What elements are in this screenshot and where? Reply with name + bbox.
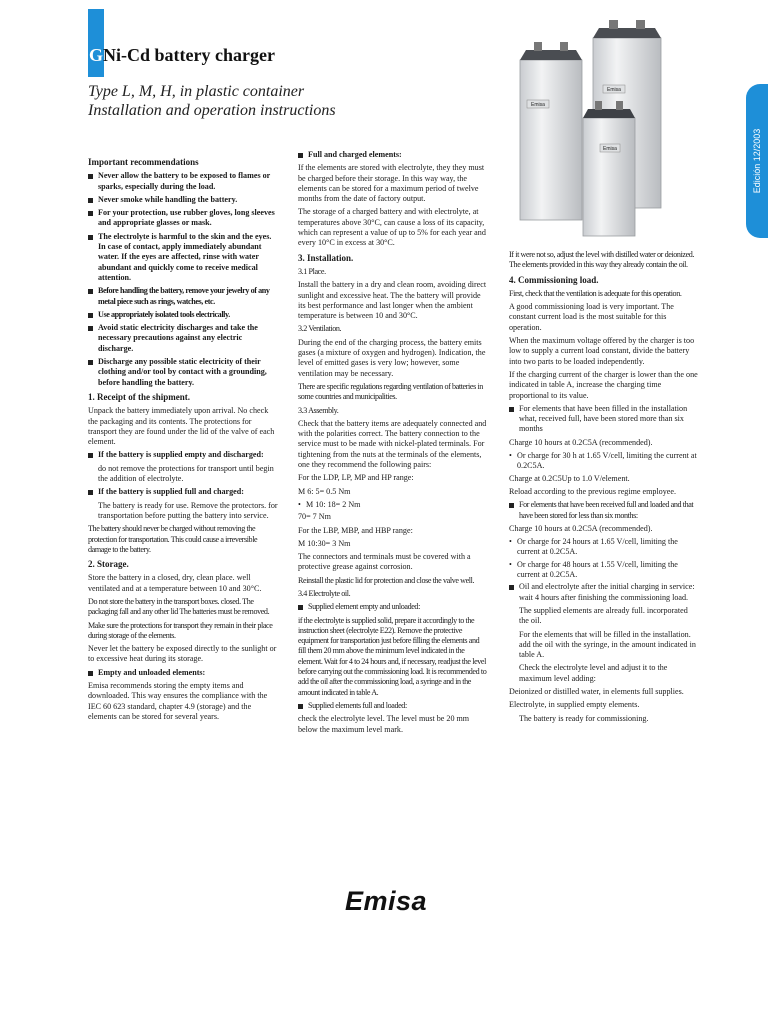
- torque-value: M 10:30= 3 Nm: [298, 538, 351, 548]
- title-text: Ni-Cd battery charger: [103, 45, 275, 65]
- column-right: [509, 250, 699, 727]
- stored-heading: For elements that have been received full and loaded and that have been stored for less than six months:: [509, 500, 699, 521]
- full-paragraph: The battery is ready for use. Remove the protectors. for transportation before putting the battery into service.: [98, 500, 278, 520]
- battery-cell-small: [583, 101, 635, 236]
- empty-paragraph: do not remove the protections for transport until begin the addition of electrolyte.: [98, 463, 274, 484]
- title-accent-bar: [88, 9, 104, 77]
- edition-side-tab: [746, 84, 768, 238]
- ventilation-subheading: 3.2 Ventilation.: [298, 324, 342, 334]
- charge-option: • Or charge for 30 h at 1.65 V/cell, limiting the current at 0.2C5A.: [509, 451, 699, 472]
- full-warning: The battery should never be charged without removing the protection for transportation. This could cause a irreversible damage to the battery.: [88, 524, 258, 554]
- cell-label-large: Emisa: [607, 87, 621, 93]
- assembly-note: Reinstall the plastic lid for protection and close the valve well.: [298, 575, 475, 585]
- important-heading: Important recommendations: [88, 157, 199, 167]
- recommendation-item: Before handling the battery, remove your jewelry of any metal piece such as rings, watches, etc.: [88, 286, 278, 307]
- recommendation-item: Never allow the battery to be exposed to flames or sparks, especially during the load.: [88, 171, 278, 192]
- column-left: [88, 153, 278, 725]
- commissioning-heading: 4. Commissioning load.: [509, 274, 599, 285]
- oil-paragraph: The battery is ready for commissioning.: [519, 713, 649, 723]
- torque-intro: For the LBP, MBP, and HBP range:: [298, 525, 413, 535]
- battery-cells-image: [515, 20, 740, 245]
- cell-label-small: Emisa: [603, 146, 617, 152]
- commissioning-paragraph: When the maximum voltage offered by the charger is too low to supply a current load constant, divide the battery into two parts to be loaded independently.: [509, 336, 695, 366]
- supplied-full-heading: Supplied elements full and loaded:: [298, 701, 488, 711]
- storage-paragraph: Store the battery in a closed, dry, clean place. well ventilated and at a temperature between 10 and 30°C.: [88, 573, 262, 593]
- recommendation-item: Use appropriately isolated tools electrically.: [88, 310, 278, 320]
- charge-option: • Or charge for 24 hours at 1.65 V/cell, limiting the current at 0.2C5A.: [509, 537, 699, 558]
- filled-heading: For elements that have been filled in the installation what, received full, have been stored more than six months: [509, 404, 699, 435]
- battery-cell-medium: [520, 42, 582, 220]
- charge-option: Charge at 0.2C5Up to 1.0 V/element.: [509, 473, 630, 483]
- installation-heading: 3. Installation.: [298, 252, 354, 263]
- recommendation-item: Discharge any possible static electricity of their clothing and/or tool by contact with a grounding, before handling the battery.: [88, 357, 278, 388]
- torque-value: M 6: 5= 0.5 Nm: [298, 486, 351, 496]
- assembly-subheading: 3.3 Assembly.: [298, 405, 339, 415]
- electrolyte-subheading: 3.4 Electrolyte oil.: [298, 588, 351, 598]
- charge-option: Charge 10 hours at 0.2C5A (recommended).: [509, 437, 653, 447]
- emisa-logo: Emisa: [345, 886, 428, 916]
- ventilation-note: There are specific regulations regarding ventilation of batteries in some countries and municipalities.: [298, 381, 483, 402]
- oil-paragraph: For the elements that will be filled in the installation. add the oil with the syringe, in the amount indicated in table A.: [519, 629, 696, 660]
- oil-heading: Oil and electrolyte after the initial charging in service: wait 4 hours after finishing the commissioning load.: [509, 582, 699, 603]
- assembly-paragraph: Check that the battery items are adequately connected and with the polarities correct. The battery connection to the service must to be made with nickel-plated terminals. For tightening from the nuts at the terminals of the elements, one they recommend the following pairs:: [298, 418, 487, 470]
- oil-paragraph: The supplied elements are already full. incorporated the oil.: [519, 605, 688, 626]
- place-subheading: 3.1 Place.: [298, 266, 326, 276]
- torque-intro: For the LDP, LP, MP and HP range:: [298, 473, 414, 483]
- column-middle: [298, 150, 488, 738]
- empty-heading: If the battery is supplied empty and discharged:: [88, 450, 278, 460]
- ventilation-paragraph: During the end of the charging process, the battery emits gases (a mixture of oxygen and hydrogen). Indication, the level of emitted gases is very low; however, some ventilation may be necessary.: [298, 337, 486, 378]
- supplied-empty-heading: Supplied element empty and unloaded:: [298, 602, 488, 612]
- cell-label-medium: Emisa: [531, 102, 545, 108]
- recommendation-item: The electrolyte is harmful to the skin and the eyes. In case of contact, apply immediately abundant water. If the eyes are affected, rinse with water abundant and quickly come to receive medical attention.: [88, 232, 278, 283]
- subtitle-line-1: Type L, M, H, in plastic container: [88, 83, 305, 100]
- full-heading: If the battery is supplied full and charged:: [88, 487, 278, 497]
- supplied-full-paragraph: check the electrolyte level. The level must be 20 mm below the maximum level mark.: [298, 714, 470, 734]
- supplied-empty-paragraph: if the electrolyte is supplied solid, prepare it accordingly to the instruction sheet (electrolyte E22). Remove the protective equipment for transportation just before filling the elements and fill them 20 mm above the minimum level indicated in the element. Wait for 4 to 24 hours and, if necessary, readjust the level before carrying out the commissioning load. It is recommended to add the oil after the commissioning load, a syringe and in the amount indicated in table A.: [298, 615, 487, 697]
- receipt-heading: 1. Receipt of the shipment.: [88, 391, 190, 402]
- storage-paragraph: Make sure the protections for transport they remain in their place during storage of the elements.: [88, 620, 273, 640]
- oil-paragraph: Check the electrolyte level and adjust it to the maximum level adding:: [519, 663, 668, 683]
- level-paragraph: If it were not so, adjust the level with distilled water or deionized. The elements provided in this way they already contain the oil.: [509, 250, 695, 270]
- empty-unloaded-paragraph: Emisa recommends storing the empty items and downloaded. This way ensures the compliance with the IEC 60 623 standard, chapter 4.9 (storage) and the elements can be stored for several years.: [88, 681, 268, 721]
- full-charged-paragraph: The storage of a charged battery and with electrolyte, at temperatures above 30°C, can cause a loss of its capacity, which can represent a value of up to 5% for each year and every 10°C in excess at 30°C.: [298, 207, 486, 248]
- storage-heading: 2. Storage.: [88, 559, 129, 570]
- receipt-paragraph: Unpack the battery immediately upon arrival. No check the packaging and its contents. The protections for transport they are found under the lid of the valve of each element.: [88, 406, 275, 447]
- torque-value: • M 10: 18= 2 Nm: [298, 500, 488, 510]
- commissioning-paragraph: A good commissioning load is very important. The constant current load is the most suitable for this operation.: [509, 302, 674, 332]
- recommendation-item: Avoid static electricity discharges and take the necessary precautions against any electric discharge.: [88, 323, 278, 354]
- place-paragraph: Install the battery in a dry and clean room, avoiding direct sunlight and excessive heat. The the battery will provide its best performance and last longer when the ambient temperature is between 10 and 30°C.: [298, 280, 487, 321]
- storage-paragraph: Never let the battery be exposed directly to the sunlight or to excessive heat during its storage.: [88, 644, 277, 664]
- full-charged-heading: Full and charged elements:: [298, 150, 488, 160]
- full-charged-paragraph: If the elements are stored with electrolyte, they they must be charged before their storage. In this way way, the elements can be stored for a maximum period of twelve months from the date of factory output.: [298, 163, 485, 204]
- edition-label: Edición 12/2003: [752, 128, 762, 194]
- recommendation-item: For your protection, use rubber gloves, long sleeves and appropriate glasses or mask.: [88, 208, 278, 229]
- commissioning-paragraph: First, check that the ventilation is adequate for this operation.: [509, 288, 682, 298]
- charge-option: Charge 10 hours at 0.2C5A (recommended).: [509, 523, 653, 533]
- empty-unloaded-heading: Empty and unloaded elements:: [88, 668, 278, 678]
- charge-option: • Or charge for 48 hours at 1.55 V/cell, limiting the current at 0.2C5A.: [509, 560, 699, 581]
- storage-paragraph: Do not store the battery in the transport boxes. closed. The packaging fall and any other lid The batteries must be removed.: [88, 596, 270, 617]
- title-initial: G: [89, 45, 104, 65]
- torque-value: 70= 7 Nm: [298, 512, 331, 522]
- subtitle: [88, 82, 336, 120]
- assembly-paragraph: The connectors and terminals must be covered with a protective grease against corrosion.: [298, 552, 471, 572]
- oil-paragraph: Electrolyte, in supplied empty elements.: [509, 700, 640, 710]
- oil-paragraph: Deionized or distilled water, in elements full supplies.: [509, 686, 684, 696]
- subtitle-line-2: Installation and operation instructions: [88, 102, 336, 119]
- charge-option: Reload according to the previous regime employee.: [509, 486, 676, 496]
- recommendation-item: Never smoke while handling the battery.: [88, 195, 278, 205]
- page-title: [89, 45, 275, 66]
- commissioning-paragraph: If the charging current of the charger is lower than the one indicated in table A, increase the charging time proportional to its value.: [509, 369, 698, 400]
